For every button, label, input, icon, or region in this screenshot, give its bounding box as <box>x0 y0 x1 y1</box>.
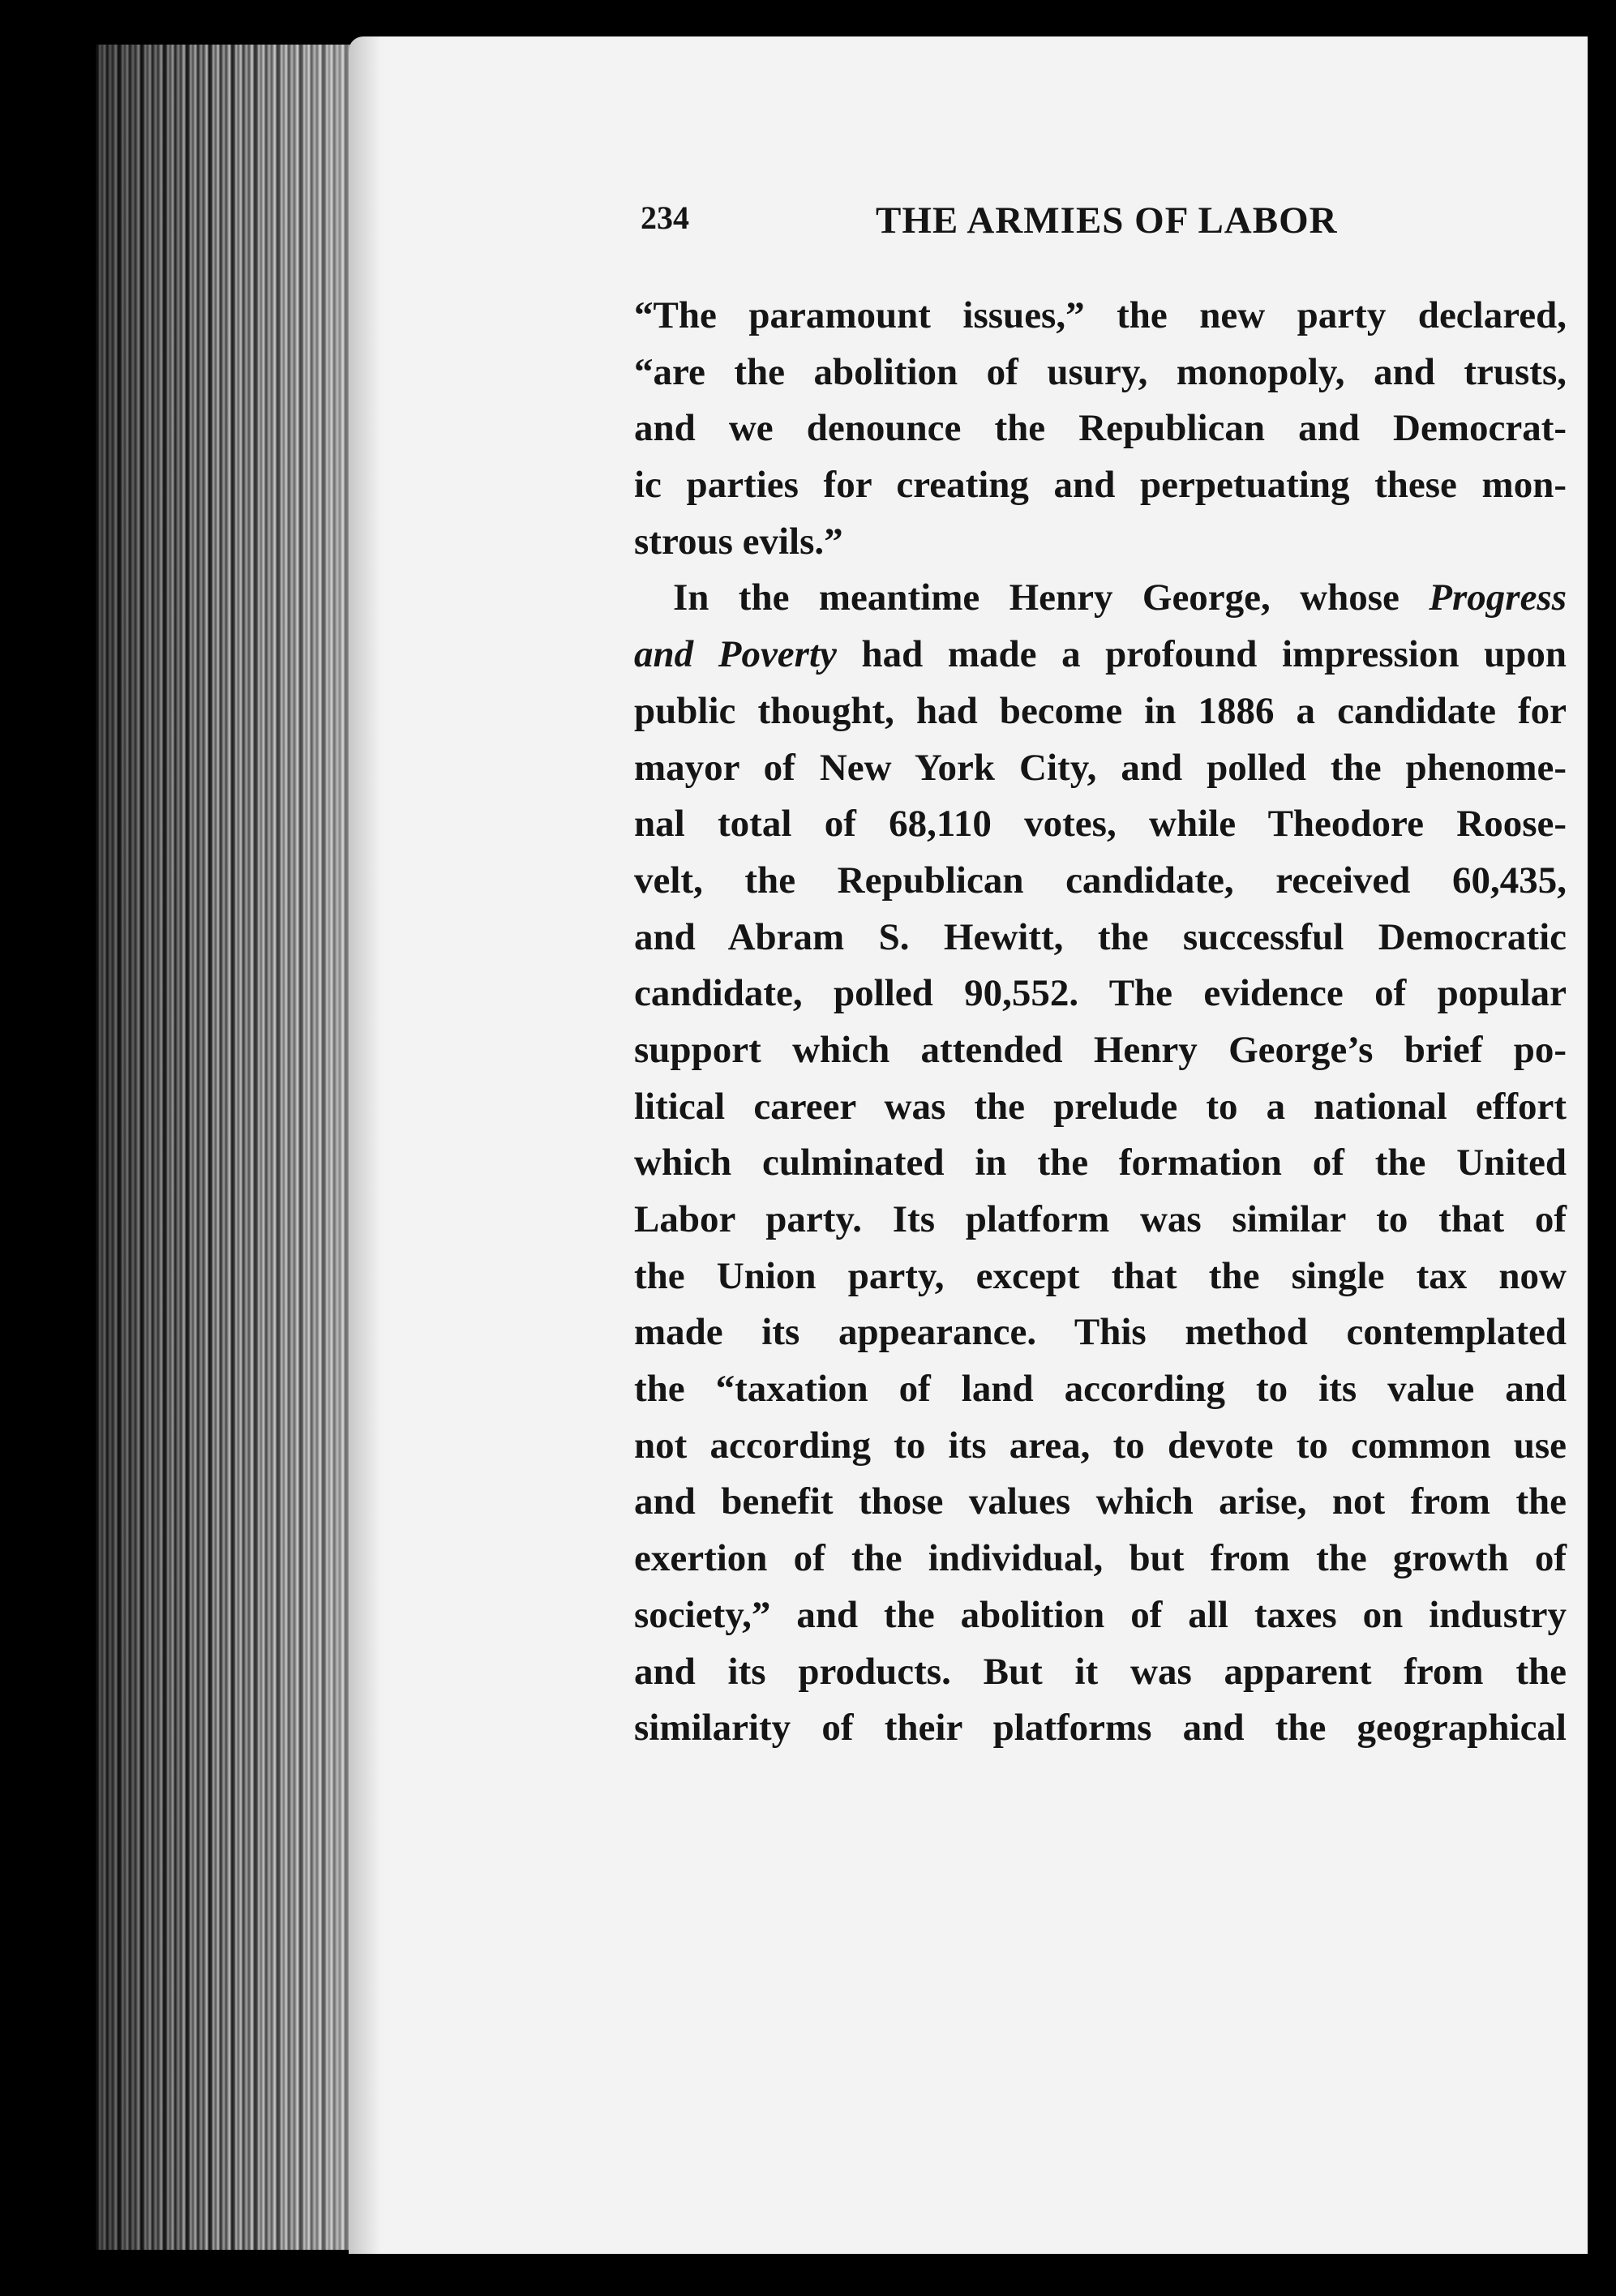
text-line: “The paramount issues,” the new party declared, <box>634 294 1567 336</box>
text-line: public thought, had become in 1886 a candidate for <box>634 689 1567 732</box>
text-line: the “taxation of land according to its value and <box>634 1368 1567 1411</box>
text-line: and benefit those values which arise, not from the <box>634 1480 1567 1523</box>
book-title-italic: and Poverty <box>634 633 837 676</box>
text-line: and we denounce the Republican and Democrat- <box>634 407 1567 450</box>
page-number: 234 <box>641 199 689 236</box>
body-text <box>634 288 1567 1757</box>
text-line: nal total of 68,110 votes, while Theodore Roose- <box>634 803 1567 846</box>
text-line: exertion of the individual, but from the growth of <box>634 1537 1567 1580</box>
text-line: candidate, polled 90,552. The evidence of popular <box>634 972 1567 1015</box>
page-edges <box>96 45 388 2250</box>
text-line: litical career was the prelude to a national effort <box>634 1085 1567 1128</box>
text-line: strous evils.” <box>634 520 843 563</box>
text-line: and its products. But it was apparent from the <box>634 1650 1567 1693</box>
text-line: made its appearance. This method contemplated <box>634 1311 1567 1354</box>
text-line: society,” and the abolition of all taxes on industry <box>634 1593 1567 1636</box>
text-line: the Union party, except that the single tax now <box>634 1254 1567 1297</box>
text-line <box>634 570 1567 627</box>
text-line: support which attended Henry George’s brief po- <box>634 1028 1567 1071</box>
book-page <box>349 36 1588 2254</box>
text-line: which culminated in the formation of the United <box>634 1142 1567 1184</box>
book-title-italic: Progress <box>1429 576 1567 619</box>
text-line: velt, the Republican candidate, received 60,435, <box>634 859 1567 902</box>
text-run: had made a profound impression upon <box>861 633 1567 676</box>
text-run: In the meantime Henry George, whose <box>673 576 1400 619</box>
text-line <box>634 627 1567 683</box>
text-line: mayor of New York City, and polled the phenome- <box>634 746 1567 789</box>
text-line: ic parties for creating and perpetuating these mon- <box>634 464 1567 507</box>
text-line: not according to its area, to devote to common use <box>634 1424 1567 1467</box>
running-title: THE ARMIES OF LABOR <box>876 199 1338 242</box>
text-line: Labor party. Its platform was similar to that of <box>634 1198 1567 1240</box>
text-line: “are the abolition of usury, monopoly, and trusts, <box>634 350 1567 393</box>
text-line: similarity of their platforms and the geographical <box>634 1707 1567 1750</box>
text-line: and Abram S. Hewitt, the successful Democratic <box>634 915 1567 958</box>
